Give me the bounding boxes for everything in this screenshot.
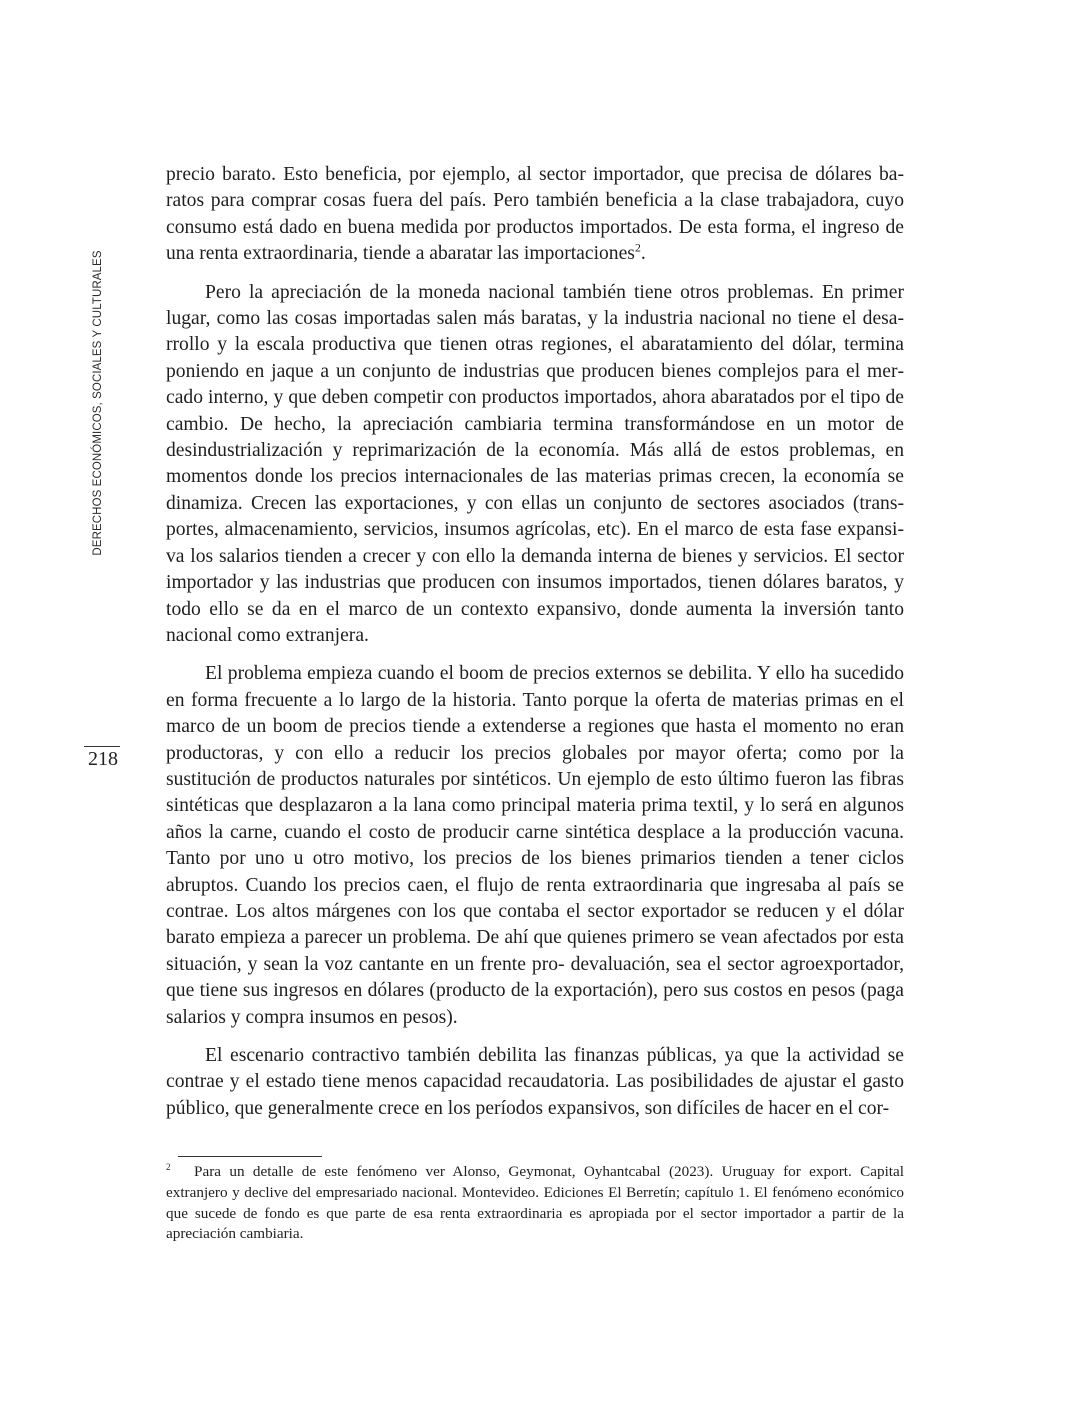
body-text [166, 162, 904, 1134]
footnote-text: Para un detalle de este fenómeno ver Alonso, Geymonat, Oyhantcabal (2023). Uruguay for export. Capital extranjero y declive del empresariado nacional. Montevideo. Ediciones El Berretín; capítulo 1. El fenómeno económico que sucede de fondo es que parte de esa renta extraordinaria es apropiada por el sector importador a partir de la apreciación cambiaria. [166, 1163, 904, 1243]
paragraph-1-text: precio barato. Esto beneficia, por ejemplo, al sector importador, que precisa de dólares baratos para comprar cosas fuera del país. Pero también beneficia a la clase trabajadora, cuyo consumo está dado en buena medida por productos importados. De esta forma, el ingreso de una renta extraordinaria, tiende a abaratar las importaciones [166, 164, 904, 265]
paragraph-1: precio barato. Esto beneficia, por ejemplo, al sector importador, que precisa de dólares baratos para comprar cosas fuera del país. Pero también beneficia a la clase trabajadora, cuyo consumo está dado en buena medida por productos importados. De esta forma, el ingreso de una renta extraordinaria, tiende a abaratar las importaciones$^2$. [166, 164, 904, 265]
paragraph-3: El problema empieza cuando el boom de precios externos se debilita. Y ello ha sucedido en forma frecuente a lo largo de la historia. Tanto porque la oferta de materias primas en el marco de un boom de precios tiende a extenderse a regiones que hasta el momento no eran productoras, y con ello a reducir los precios globales por mayor oferta; como por la sustitución de productos naturales por sintéticos. Un ejemplo de esto último fueron las fibras sintéticas que desplazaron a la lana como principal materia prima textil, y lo será en algunos años la carne, cuando el costo de producir carne sintética desplace a la producción vacuna. Tanto por uno u otro motivo, los precios de los bienes primarios tienden a tener ciclos abruptos. Cuando los precios caen, el flujo de renta extraordinaria que ingresaba al país se contrae. Los altos márgenes con los que contaba el sector exportador se reducen y el dólar barato empieza a parecer un problema. De ahí que quienes primero se vean afectados por esta situación, y sean la voz cantante en un frente pro- devaluación, sea el sector agroexportador, que tiene sus ingresos en dólares (producto de la exportación), pero sus costos en pesos (paga salarios y compra insumos en pesos). [166, 663, 904, 1028]
footnote-reference: 2 [634, 241, 641, 255]
footnote-marker: 2 [166, 1161, 171, 1172]
page-number-rule [84, 746, 120, 747]
page-number: 218 [88, 748, 118, 770]
running-title-text: DERECHOS ECONÓMICOS, SOCIALES Y CULTURALES [92, 250, 104, 556]
paragraph-4: El escenario contractivo también debilita las finanzas públicas, ya que la actividad se contrae y el estado tiene menos capacidad recaudatoria. Las posibilidades de ajustar el gasto público, que generalmente crece en los períodos expansivos, son difíciles de hacer en el cor- [166, 1045, 904, 1119]
footnotes [166, 1162, 904, 1245]
paragraph-2: Pero la apreciación de la moneda nacional también tiene otros problemas. En primer lugar, como las cosas importadas salen más baratas, y la industria nacional no tiene el desarrollo y la escala productiva que tienen otras regiones, el abaratamiento del dólar, termina poniendo en jaque a un conjunto de industrias que producen bienes complejos para el mercado interno, y que deben competir con productos importados, ahora abaratados por el tipo de cambio. De hecho, la apreciación cambiaria termina transformándose en un motor de desindustrialización y reprimarización de la economía. Más allá de estos problemas, en momentos donde los precios internacionales de las materias primas crecen, la economía se dinamiza. Crecen las exportaciones, y con ellas un conjunto de sectores asociados (transportes, almacenamiento, servicios, insumos agrícolas, etc). En el marco de esta fase expansiva los salarios tienden a crecer y con ello la demanda interna de bienes y servicios. El sector importador y las industrias que producen con insumos importados, tienen dólares baratos, y todo ello se da en el marco de un contexto expansivo, donde aumenta la inversión tanto nacional como extranjera. [166, 281, 904, 646]
footnote-separator [178, 1156, 322, 1157]
footnote-2 [166, 1162, 904, 1245]
